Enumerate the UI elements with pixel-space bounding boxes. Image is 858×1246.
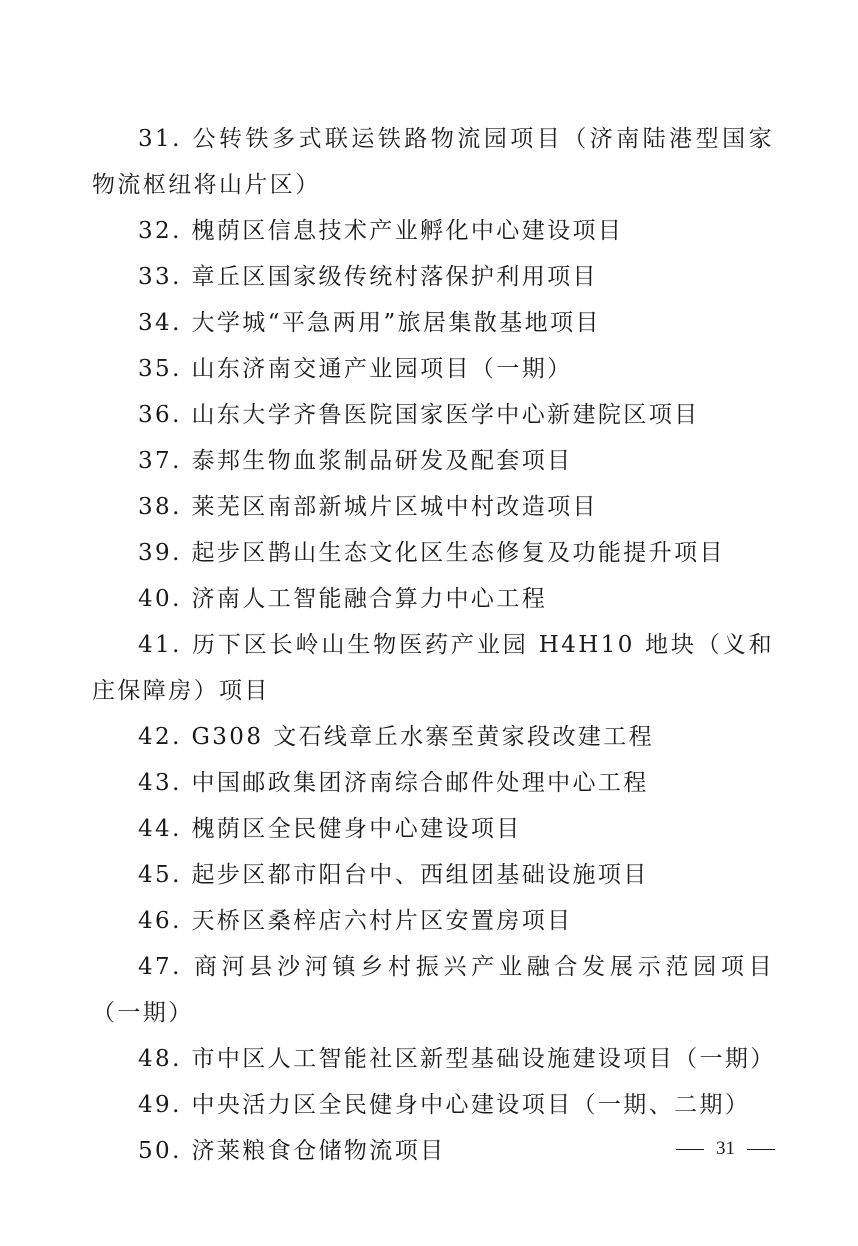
list-item: 43. 中国邮政集团济南综合邮件处理中心工程 (138, 770, 649, 796)
document-body (92, 116, 774, 1174)
list-item: 36. 山东大学齐鲁医院国家医学中心新建院区项目 (138, 402, 700, 428)
page-number: 31 (716, 1138, 735, 1159)
list-item: 42. G308 文石线章丘水寨至黄家段改建工程 (138, 724, 655, 750)
list-item: 45. 起步区都市阳台中、西组团基础设施项目 (138, 862, 649, 888)
list-item: 44. 槐荫区全民健身中心建设项目 (138, 816, 522, 842)
list-item: 34. 大学城“平急两用”旅居集散基地项目 (138, 310, 601, 336)
list-item: 31. 公转铁多式联运铁路物流园项目（济南陆港型国家物流枢纽将山片区） (92, 126, 774, 198)
list-item: 37. 泰邦生物血浆制品研发及配套项目 (138, 448, 573, 474)
list-item: 50. 济莱粮食仓储物流项目 (138, 1138, 446, 1164)
list-item: 46. 天桥区桑梓店六村片区安置房项目 (138, 908, 573, 934)
right-dash (747, 1149, 775, 1150)
list-item: 49. 中央活力区全民健身中心建设项目（一期、二期） (138, 1092, 751, 1118)
list-item: 41. 历下区长岭山生物医药产业园 H4H10 地块（义和庄保障房）项目 (92, 632, 774, 704)
list-item: 38. 莱芜区南部新城片区城中村改造项目 (138, 494, 598, 520)
list-item: 39. 起步区鹊山生态文化区生态修复及功能提升项目 (138, 540, 725, 566)
list-item: 47. 商河县沙河镇乡村振兴产业融合发展示范园项目（一期） (92, 954, 774, 1026)
list-item: 32. 槐荫区信息技术产业孵化中心建设项目 (138, 218, 624, 244)
list-item: 35. 山东济南交通产业园项目（一期） (138, 356, 573, 382)
left-dash (676, 1149, 704, 1150)
list-item: 33. 章丘区国家级传统村落保护利用项目 (138, 264, 598, 290)
list-item: 40. 济南人工智能融合算力中心工程 (138, 586, 548, 612)
list-item: 48. 市中区人工智能社区新型基础设施建设项目（一期） (138, 1046, 776, 1072)
